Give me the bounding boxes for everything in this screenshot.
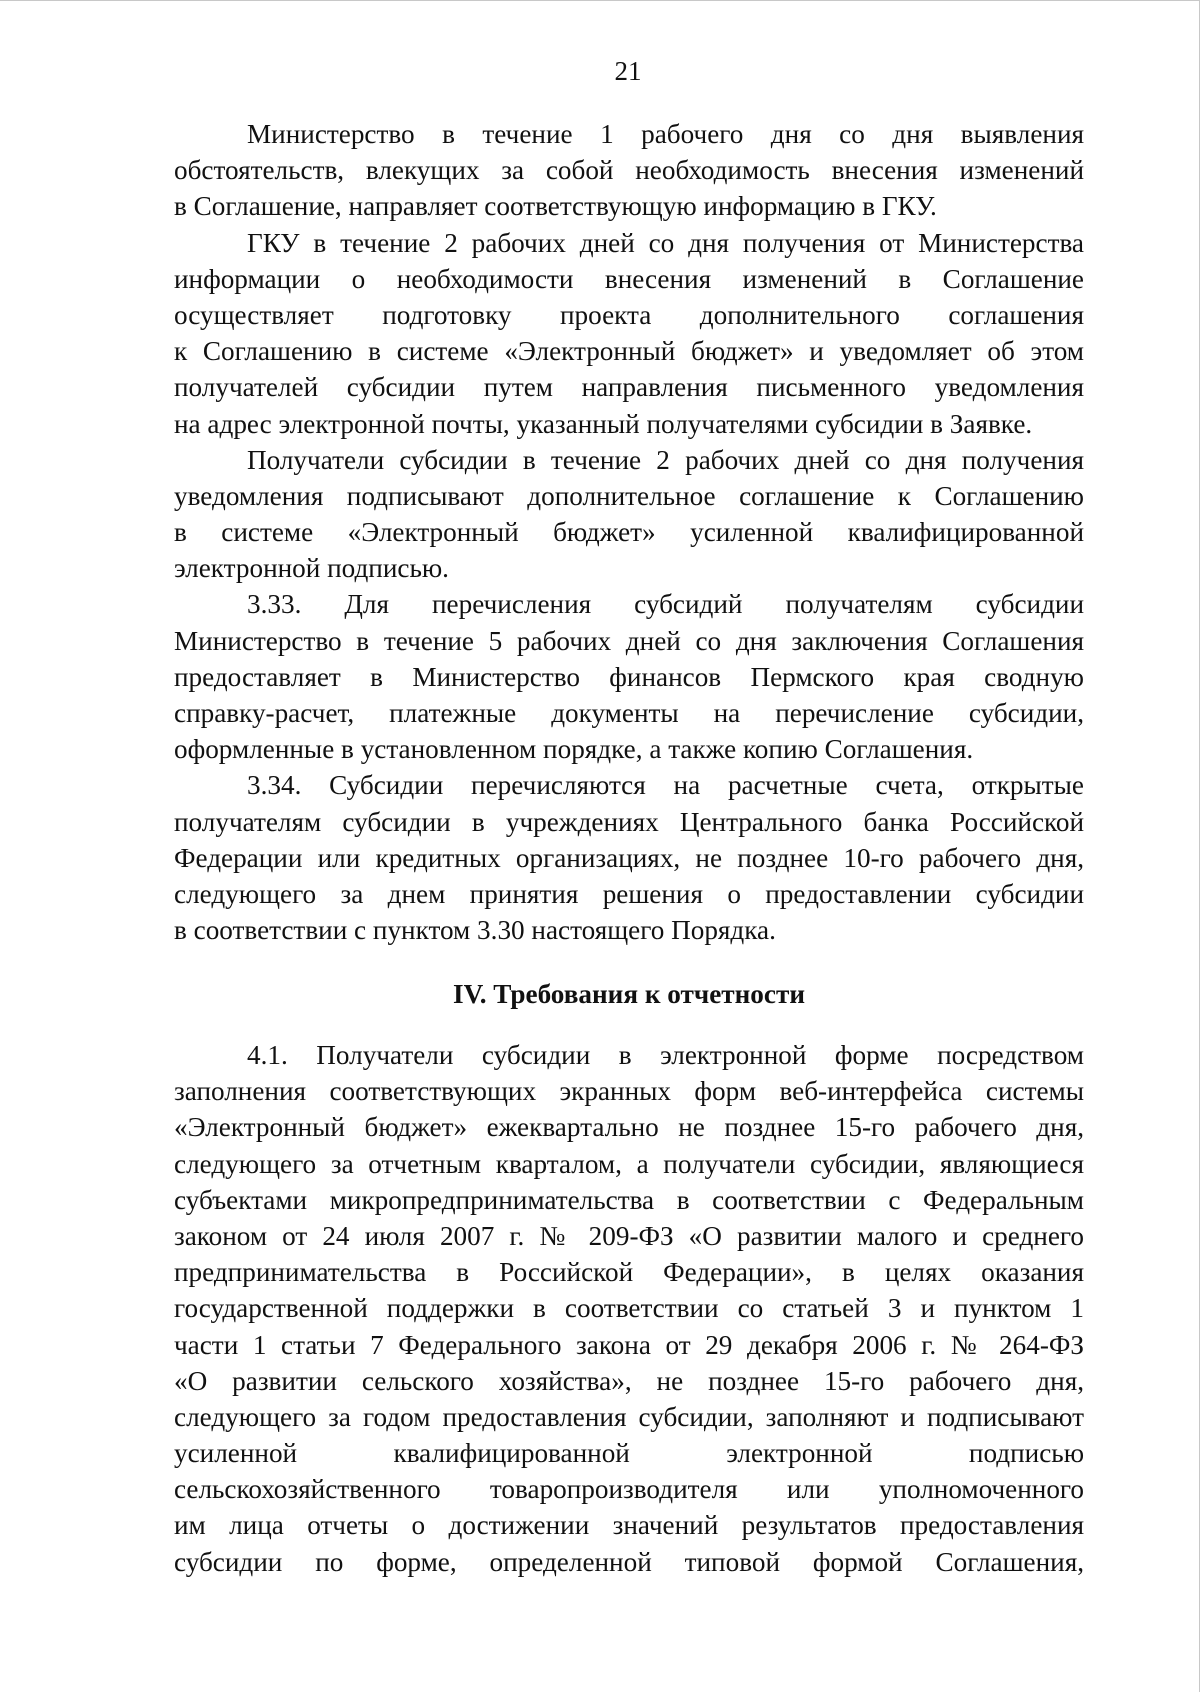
- text-line: законом от 24 июля 2007 г. № 209-ФЗ «О развитии малого и среднего: [174, 1220, 1084, 1251]
- text-line: обстоятельств, влекущих за собой необходимость внесения изменений: [174, 155, 1084, 186]
- page-number: 21: [614, 56, 642, 86]
- text-line: Федерации или кредитных организациях, не позднее 10-го рабочего дня,: [174, 842, 1084, 873]
- text-line: электронной подписью.: [174, 553, 449, 584]
- text-line: 3.33. Для перечисления субсидий получателям субсидии: [247, 589, 1084, 620]
- text-line: уведомления подписывают дополнительное соглашение к Соглашению: [174, 480, 1084, 511]
- text-line: части 1 статьи 7 Федерального закона от 29 декабря 2006 г. № 264-ФЗ: [174, 1329, 1084, 1360]
- text-line: в соответствии с пунктом 3.30 настоящего Порядка.: [174, 915, 776, 946]
- page-edge-top: [0, 0, 1200, 1]
- text-line: получателей субсидии путем направления письменного уведомления: [174, 372, 1084, 403]
- body-text-section-4: [174, 1037, 1084, 1580]
- text-line: ГКУ в течение 2 рабочих дней со дня получения от Министерства: [247, 227, 1084, 258]
- text-line: 4.1. Получатели субсидии в электронной форме посредством: [247, 1040, 1084, 1070]
- text-line: Получатели субсидии в течение 2 рабочих дней со дня получения: [247, 444, 1084, 475]
- text-line: предпринимательства в Российской Федерации», в целях оказания: [174, 1257, 1084, 1288]
- text-line: предоставляет в Министерство финансов Пермского края сводную: [174, 661, 1084, 692]
- text-line: информации о необходимости внесения изменений в Соглашение: [174, 263, 1084, 294]
- text-line: справку-расчет, платежные документы на перечисление субсидии,: [174, 698, 1084, 728]
- text-line: следующего за отчетным кварталом, а получатели субсидии, являющиеся: [174, 1148, 1084, 1179]
- text-line: к Соглашению в системе «Электронный бюджет» и уведомляет об этом: [174, 336, 1084, 367]
- text-line: следующего за годом предоставления субсидии, заполняют и подписывают: [174, 1401, 1084, 1432]
- text-line: усиленной квалифицированной электронной подписью: [174, 1438, 1084, 1469]
- text-line: в системе «Электронный бюджет» усиленной квалифицированной: [174, 517, 1084, 548]
- text-line: Министерство в течение 1 рабочего дня со дня выявления: [247, 119, 1084, 149]
- text-line: 3.34. Субсидии перечисляются на расчетные счета, открытые: [247, 770, 1084, 801]
- text-line: следующего за днем принятия решения о предоставлении субсидии: [174, 878, 1084, 909]
- text-line: «Электронный бюджет» ежеквартально не позднее 15-го рабочего дня,: [174, 1112, 1084, 1143]
- text-line: Министерство в течение 5 рабочих дней со дня заключения Соглашения: [174, 625, 1084, 656]
- text-line: субъектами микропредпринимательства в соответствии с Федеральным: [174, 1184, 1084, 1215]
- text-line: осуществляет подготовку проекта дополнительного соглашения: [174, 299, 1084, 330]
- text-line: им лица отчеты о достижении значений результатов предоставления: [174, 1510, 1084, 1541]
- body-text-section-3: [174, 116, 1084, 948]
- text-line: получателям субсидии в учреждениях Центрального банка Российской: [174, 806, 1084, 837]
- section-heading: IV. Требования к отчетности: [452, 979, 805, 1009]
- text-line: заполнения соответствующих экранных форм веб-интерфейса системы: [174, 1076, 1084, 1107]
- text-line: оформленные в установленном порядке, а также копию Соглашения.: [174, 734, 974, 765]
- text-line: государственной поддержки в соответствии со статьей 3 и пунктом 1: [174, 1293, 1084, 1324]
- text-line: субсидии по форме, определенной типовой формой Соглашения,: [174, 1546, 1084, 1577]
- text-line: на адрес электронной почты, указанный получателями субсидии в Заявке.: [174, 408, 1033, 439]
- text-line: сельскохозяйственного товаропроизводителя или уполномоченного: [174, 1474, 1084, 1505]
- text-line: «О развитии сельского хозяйства», не позднее 15-го рабочего дня,: [174, 1365, 1084, 1396]
- text-line: в Соглашение, направляет соответствующую информацию в ГКУ.: [174, 191, 937, 222]
